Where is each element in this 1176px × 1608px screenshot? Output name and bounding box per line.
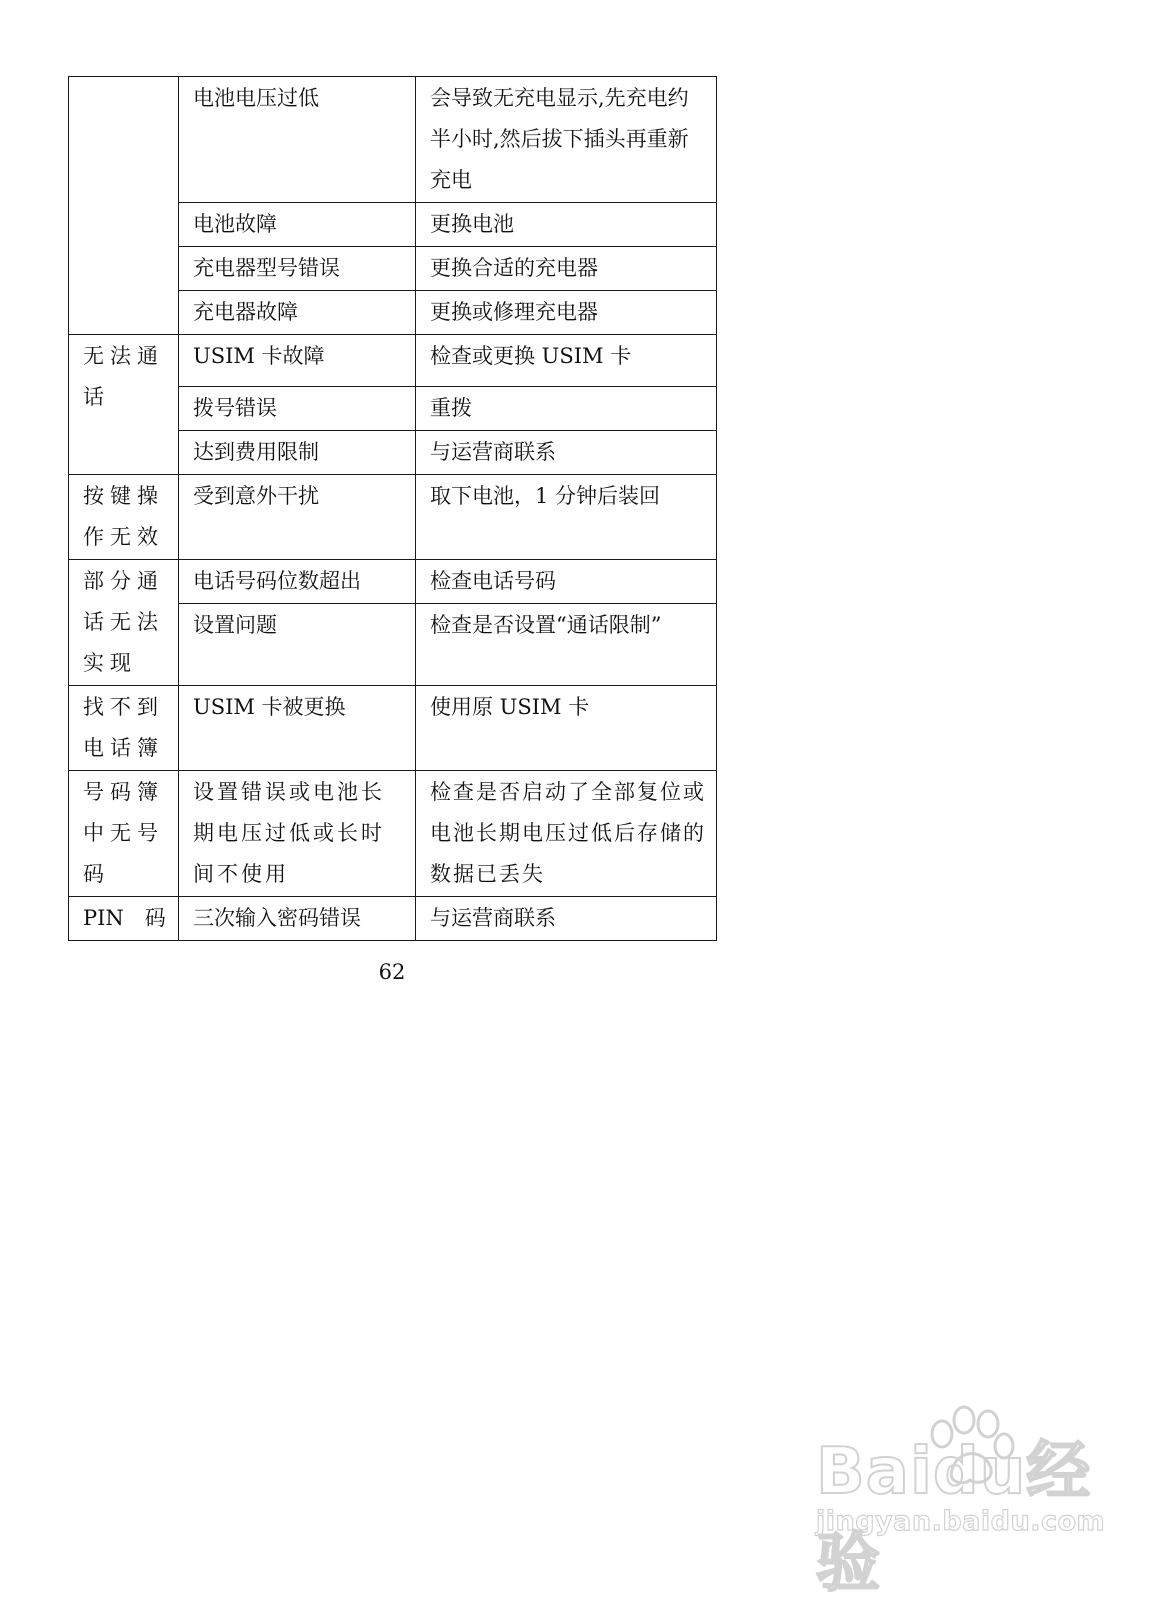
solution-cell: 重拨 bbox=[416, 387, 717, 431]
solution-cell: 检查或更换 USIM 卡 bbox=[416, 335, 717, 387]
cause-cell: USIM 卡故障 bbox=[179, 335, 416, 387]
cause-cell: 充电器型号错误 bbox=[179, 247, 416, 291]
solution-cell: 与运营商联系 bbox=[416, 897, 717, 941]
problem-cell: 无法通话 bbox=[69, 335, 179, 475]
cause-cell: 受到意外干扰 bbox=[179, 475, 416, 560]
table-row bbox=[69, 771, 717, 897]
solution-cell: 使用原 USIM 卡 bbox=[416, 686, 717, 771]
cause-cell: 拨号错误 bbox=[179, 387, 416, 431]
problem-cell: 找不到电话簿 bbox=[69, 686, 179, 771]
table-row bbox=[69, 335, 717, 387]
solution-cell: 检查是否设置“通话限制” bbox=[416, 604, 717, 686]
page-number: 62 bbox=[378, 960, 406, 984]
cause-cell: USIM 卡被更换 bbox=[179, 686, 416, 771]
solution-cell: 与运营商联系 bbox=[416, 431, 717, 475]
table-row bbox=[69, 560, 717, 604]
cause-cell: 充电器故障 bbox=[179, 291, 416, 335]
solution-cell: 取下电池，1 分钟后装回 bbox=[416, 475, 717, 560]
table-row bbox=[69, 686, 717, 771]
cause-cell: 三次输入密码错误 bbox=[179, 897, 416, 941]
solution-cell: 更换合适的充电器 bbox=[416, 247, 717, 291]
cause-cell: 达到费用限制 bbox=[179, 431, 416, 475]
table-row bbox=[69, 897, 717, 941]
solution-cell: 更换或修理充电器 bbox=[416, 291, 717, 335]
table-row bbox=[69, 475, 717, 560]
watermark-url-text: jingyan.baidu.com bbox=[816, 1506, 1106, 1537]
baidu-jingyan-watermark bbox=[812, 1400, 1112, 1601]
solution-cell: 会导致无充电显示,先充电约半小时,然后拔下插头再重新充电 bbox=[416, 77, 717, 203]
solution-cell: 检查电话号码 bbox=[416, 560, 717, 604]
cause-cell: 设置错误或电池长期电压过低或长时间不使用 bbox=[179, 771, 416, 897]
solution-cell: 检查是否启动了全部复位或电池长期电压过低后存储的数据已丢失 bbox=[416, 771, 717, 897]
problem-cell: 号码簿中无号码 bbox=[69, 771, 179, 897]
table-row bbox=[69, 77, 717, 203]
problem-cell: PIN 码 bbox=[69, 897, 179, 941]
cause-cell: 设置问题 bbox=[179, 604, 416, 686]
troubleshooting-table-container bbox=[68, 76, 716, 941]
watermark-logo-text: Baidu经验 bbox=[816, 1435, 1092, 1601]
problem-cell: 按键操作无效 bbox=[69, 475, 179, 560]
problem-cell-empty bbox=[69, 77, 179, 335]
problem-cell: 部分通话无法实现 bbox=[69, 560, 179, 686]
cause-cell: 电池故障 bbox=[179, 203, 416, 247]
cause-cell: 电池电压过低 bbox=[179, 77, 416, 203]
cause-cell: 电话号码位数超出 bbox=[179, 560, 416, 604]
troubleshooting-table bbox=[68, 76, 717, 941]
solution-cell: 更换电池 bbox=[416, 203, 717, 247]
